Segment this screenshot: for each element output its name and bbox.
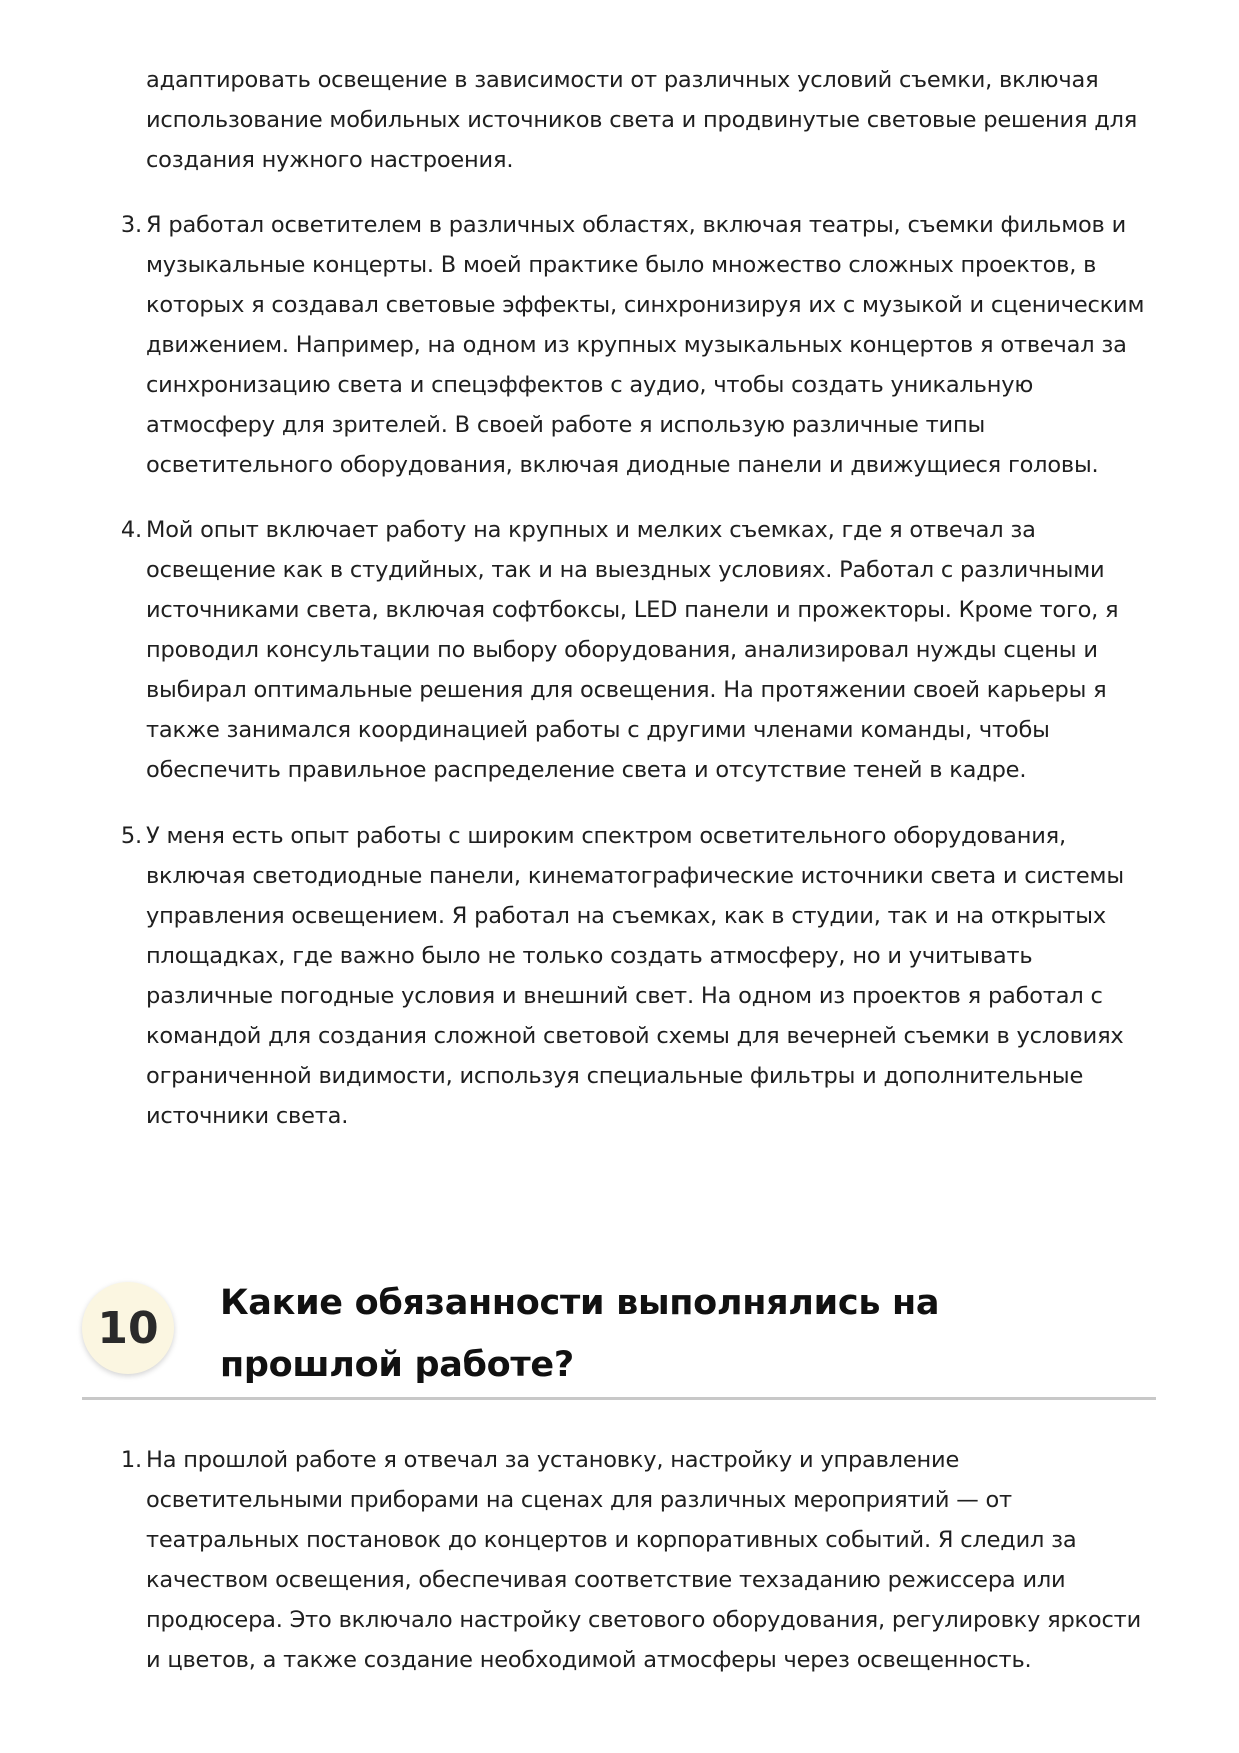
- list-item: [120, 510, 1162, 790]
- list-item-text: адаптировать освещение в зависимости от различных условий съемки, включая использование мобильных источников света и продвинутые световые решения для создания нужного настроения.: [146, 67, 1138, 173]
- list-item-text: У меня есть опыт работы с широким спектром осветительного оборудования, включая светодиодные панели, кинематографические источники света и системы управления освещением. Я работал на съемках, как в студии, так и на открытых площадках, где важно было не только создать атмосферу, но и учитывать различные погодные условия и внешний свет. На одном из проектов я работал с командой для создания сложной световой схемы для вечерней съемки в условиях ограниченной видимости, используя специальные фильтры и дополнительные источники света.: [146, 823, 1124, 1129]
- list-item-continued: [146, 60, 1162, 180]
- list-item-number: 4.: [120, 517, 142, 543]
- list-item-text: Мой опыт включает работу на крупных и мелких съемках, где я отвечал за освещение как в студийных, так и на выездных условиях. Работал с различными источниками света, включая софтбоксы, LED панели и прожекторы. Кроме того, я проводил консультации по выбору оборудования, анализировал нужды сцены и выбирал оптимальные решения для освещения. На протяжении своей карьеры я также занимался координацией работы с другими членами команды, чтобы обеспечить правильное распределение света и отсутствие теней в кадре.: [146, 517, 1119, 783]
- list-item-text: На прошлой работе я отвечал за установку, настройку и управление осветительными приборами на сценах для различных мероприятий — от театральных постановок до концертов и корпоративных событий. Я следил за качеством освещения, обеспечивая соответствие техзаданию режиссера или продюсера. Это включало настройку светового оборудования, регулировку яркости и цветов, а также создание необходимой атмосферы через освещенность.: [146, 1447, 1142, 1673]
- list-item: [120, 1440, 1162, 1680]
- section-title: Какие обязанности выполнялись на прошлой работе?: [220, 1283, 940, 1385]
- list-item-number: 1.: [120, 1447, 142, 1473]
- section-number-badge: 10: [82, 1282, 174, 1374]
- list-item-number: 3.: [120, 212, 142, 238]
- list-item: [120, 816, 1162, 1136]
- list-item-number: 5.: [120, 823, 142, 849]
- section-divider: [82, 1397, 1156, 1400]
- list-item-text: Я работал осветителем в различных областях, включая театры, съемки фильмов и музыкальные концерты. В моей практике было множество сложных проектов, в которых я создавал световые эффекты, синхронизируя их с музыкой и сценическим движением. Например, на одном из крупных музыкальных концертов я отвечал за синхронизацию света и спецэффектов с аудио, чтобы создать уникальную атмосферу для зрителей. В своей работе я использую различные типы осветительного оборудования, включая диодные панели и движущиеся головы.: [146, 212, 1145, 478]
- list-item: [120, 205, 1162, 485]
